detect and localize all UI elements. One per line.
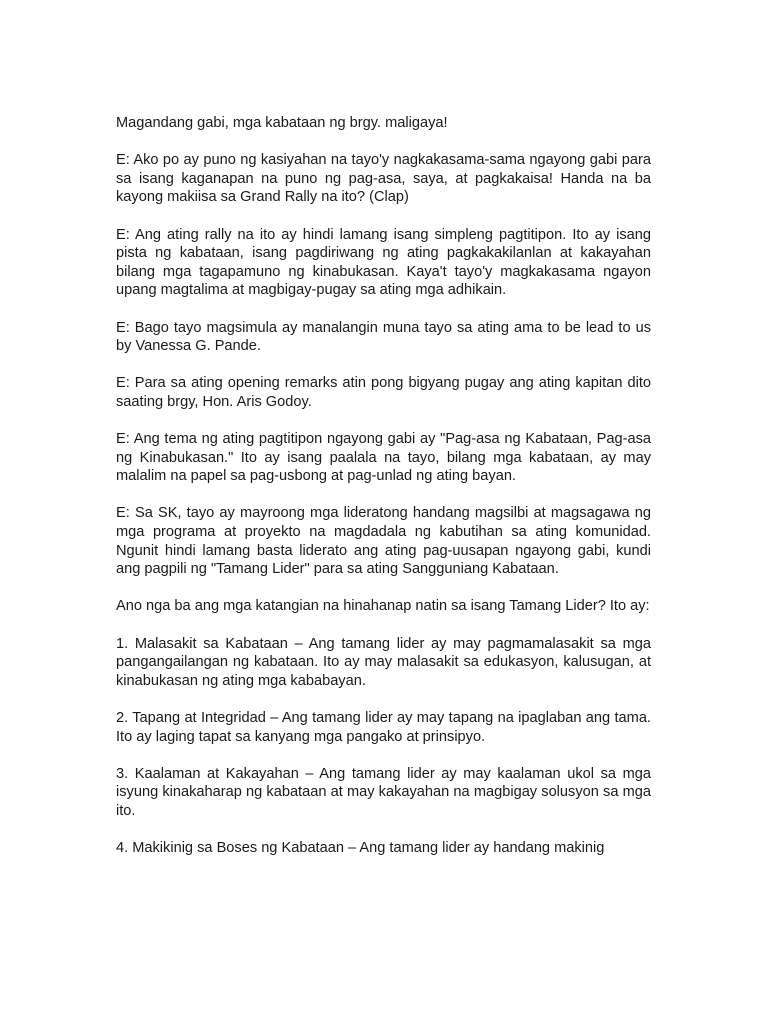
welcome-paragraph: E: Ako po ay puno ng kasiyahan na tayo'y nagkakasama-sama ngayong gabi para sa isang kaganapan na puno ng pag-asa, saya, at pagkakaisa! Handa na ba kayong makiisa sa Grand Rally na ito? (Clap) <box>116 152 651 206</box>
rally-description-paragraph: E: Ang ating rally na ito ay hindi lamang isang simpleng pagtitipon. Ito ay isang pista ng kabataan, isang pagdiriwang ng ating pagkakakilanlan at kakayahan bilang mga tagapamuno ng kinabukasan. Kaya't tayo'y magkakasama ngayon upang magtalima at magbigay-pugay sa ating mga adhikain. <box>116 226 651 299</box>
quality-item-2: 2. Tapang at Integridad – Ang tamang lider ay may tapang na ipaglaban ang tama. Ito ay laging tapat sa kanyang mga pangako at prinsipyo. <box>116 710 651 745</box>
theme-paragraph: E: Ang tema ng ating pagtitipon ngayong gabi ay "Pag-asa ng Kabataan, Pag-asa ng Kinabukasan." Ito ay isang paalala na tayo, bilang mga kabataan, ay may malalim na papel sa pag-usbong at pag-unlad ng ating bayan. <box>116 431 651 485</box>
qualities-question-paragraph: Ano nga ba ang mga katangian na hinahanap natin sa isang Tamang Lider? Ito ay: <box>116 598 650 615</box>
prayer-paragraph: E: Bago tayo magsimula ay manalangin muna tayo sa ating ama to be lead to us by Vanessa G. Pande. <box>116 319 651 355</box>
quality-item-3: 3. Kaalaman at Kakayahan – Ang tamang lider ay may kaalaman ukol sa mga isyung kinakaharap ng kabataan at may kakayahan na magbigay solusyon sa mga ito. <box>116 765 651 819</box>
sk-leadership-paragraph: E: Sa SK, tayo ay mayroong mga lideratong handang magsilbi at magsagawa ng mga programa at proyekto na magdadala ng kabutihan sa ating komunidad. Ngunit hindi lamang basta liderato ang ating pag-uusapan ngayong gabi, kundi ang pagpili ng "Tamang Lider" para sa ating Sangguniang Kabataan. <box>116 505 651 578</box>
quality-item-1: 1. Malasakit sa Kabataan – Ang tamang lider ay may pagmamalasakit sa mga pangangailangan ng kabataan. Ito ay may malasakit sa edukasyon, kalusugan, at kinabukasan ng ating mga kababayan. <box>116 635 651 689</box>
document-page <box>116 114 651 876</box>
greeting-paragraph: Magandang gabi, mga kabataan ng brgy. maligaya! <box>116 115 448 131</box>
opening-remarks-paragraph: E: Para sa ating opening remarks atin pong bigyang pugay ang ating kapitan dito saating brgy, Hon. Aris Godoy. <box>116 375 651 410</box>
quality-item-4: 4. Makikinig sa Boses ng Kabataan – Ang tamang lider ay handang makinig <box>116 840 605 857</box>
